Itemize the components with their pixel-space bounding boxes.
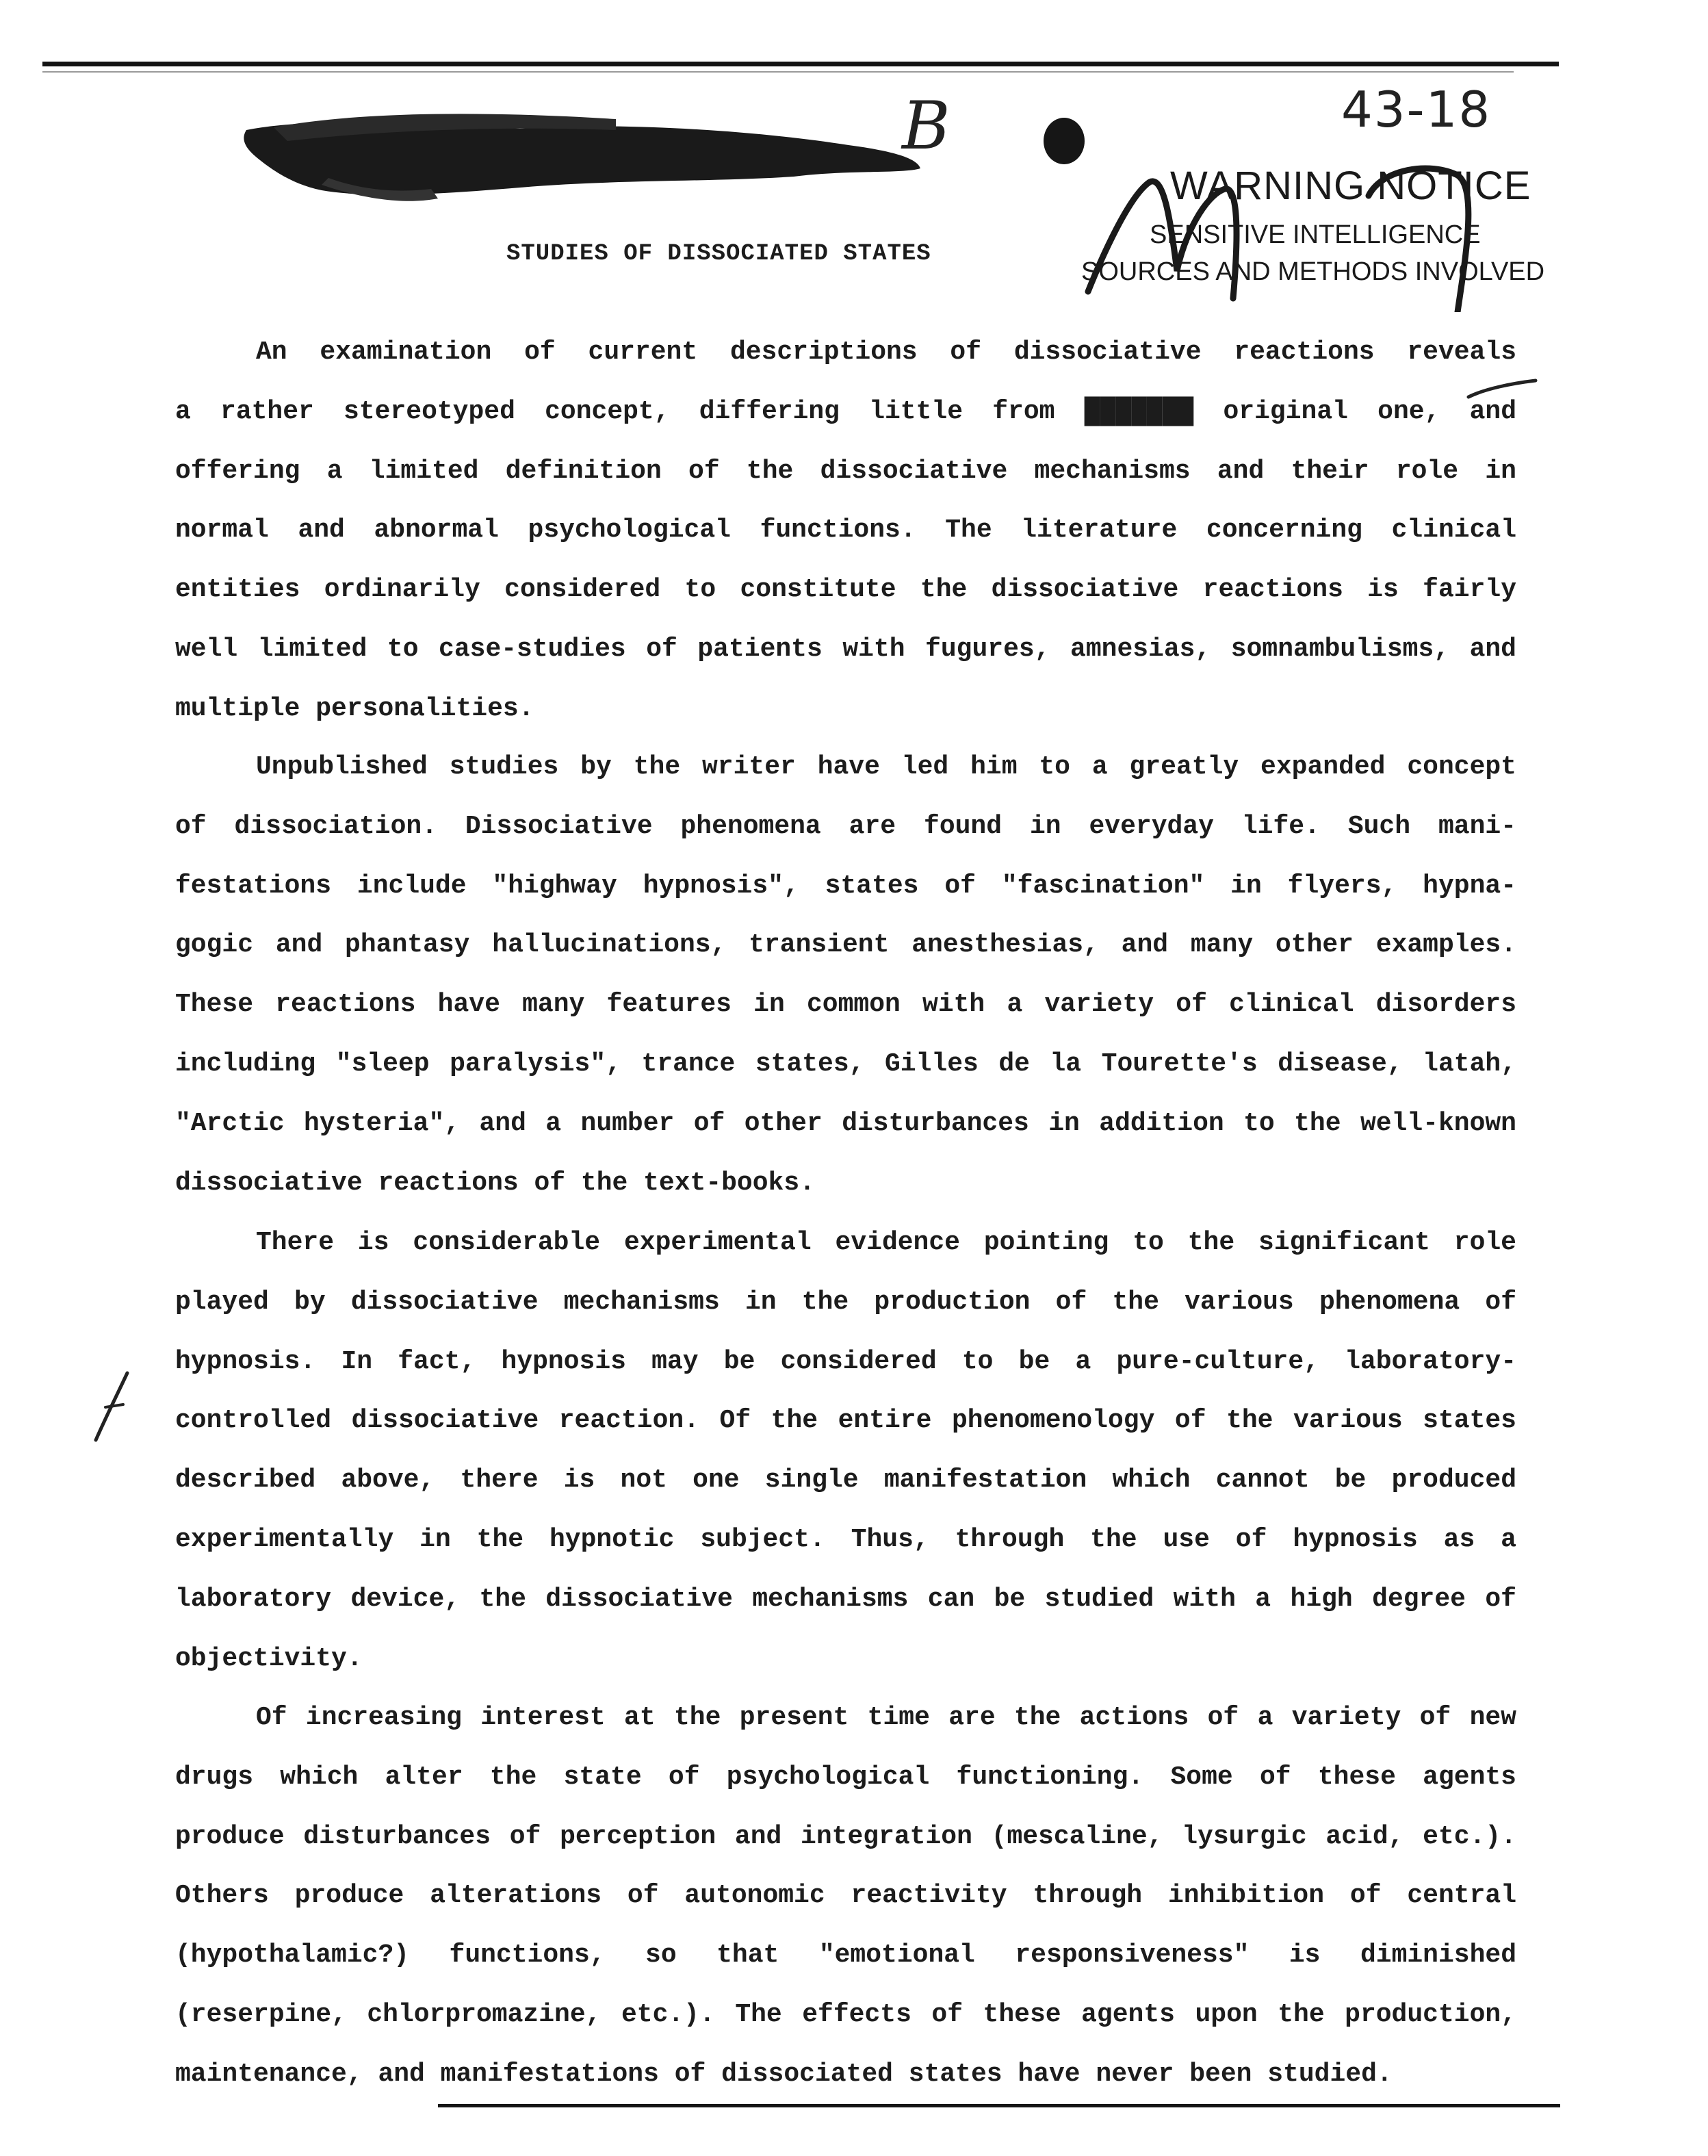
- paragraph-3: [175, 1214, 1516, 1689]
- handwritten-letter: B: [902, 88, 950, 164]
- top-rule: [42, 62, 1559, 66]
- paragraph-line: multiple personalities.: [175, 693, 534, 723]
- paragraph-line: Unpublished studies by the writer have led him to a greatly expanded concept: [256, 752, 1516, 782]
- paragraph-line: Others produce alterations of autonomic reactivity through inhibition of central: [175, 1881, 1516, 1911]
- handwritten-initials-mark: [1074, 155, 1553, 312]
- paragraph-line: normal and abnormal psychological functions. The literature concerning clinical: [175, 515, 1516, 546]
- paragraph-line: objectivity.: [175, 1643, 363, 1673]
- margin-slash-mark: [89, 1369, 137, 1444]
- handwritten-document-number: 43-18: [1341, 81, 1492, 138]
- paragraph-line: (reserpine, chlorpromazine, etc.). The effects of these agents upon the production,: [175, 1999, 1516, 2029]
- paragraph-line: festations include "highway hypnosis", states of "fascination" in flyers, hypna-: [175, 871, 1516, 901]
- paragraph-line: described above, there is not one single manifestation which cannot be produced: [175, 1465, 1516, 1496]
- paragraph-line: "Arctic hysteria", and a number of other disturbances in addition to the well-known: [175, 1108, 1516, 1138]
- document-title: STUDIES OF DISSOCIATED STATES: [506, 241, 931, 267]
- paragraph-line: played by dissociative mechanisms in the production of the various phenomena of: [175, 1287, 1516, 1317]
- paragraph-4: [175, 1689, 1516, 2105]
- paragraph-line: gogic and phantasy hallucinations, transient anesthesias, and many other examples.: [175, 930, 1516, 960]
- paragraph-line: well limited to case-studies of patients with fugures, amnesias, somnambulisms, and: [175, 634, 1516, 664]
- paragraph-line: dissociative reactions of the text-books.: [175, 1168, 815, 1198]
- paragraph-2: [175, 738, 1516, 1213]
- paragraph-line: laboratory device, the dissociative mechanisms can be studied with a high degree of: [175, 1584, 1516, 1614]
- paragraph-line: of dissociation. Dissociative phenomena are found in everyday life. Such mani-: [175, 811, 1516, 841]
- top-rule-faint: [42, 71, 1514, 73]
- paragraph-line: hypnosis. In fact, hypnosis may be considered to be a pure-culture, laboratory-: [175, 1346, 1516, 1376]
- warning-stamp-title: WARNING NOTICE: [1170, 164, 1531, 208]
- paragraph-line: experimentally in the hypnotic subject. Thus, through the use of hypnosis as a: [175, 1524, 1516, 1554]
- paragraph-line: There is considerable experimental evidence pointing to the significant role: [256, 1228, 1516, 1257]
- redaction-block-header: [233, 103, 924, 205]
- warning-stamp-line-sensitive: SENSITIVE INTELLIGENCE: [1150, 220, 1481, 249]
- paragraph-line: An examination of current descriptions of dissociative reactions reveals: [256, 337, 1516, 367]
- paragraph-1: [175, 323, 1516, 739]
- paragraph-line: (hypothalamic?) functions, so that "emotional responsiveness" is diminished: [175, 1940, 1516, 1971]
- paragraph-line: including "sleep paralysis", trance states, Gilles de la Tourette's disease, latah,: [175, 1049, 1516, 1079]
- paragraph-line: offering a limited definition of the dissociative mechanisms and their role in: [175, 456, 1516, 486]
- warning-notice-stamp: [1074, 155, 1553, 312]
- paragraph-line: controlled dissociative reaction. Of the entire phenomenology of the various states: [175, 1406, 1516, 1436]
- warning-stamp-line-sources: SOURCES AND METHODS INVOLVED: [1081, 257, 1545, 286]
- paragraph-line: produce disturbances of perception and integration (mescaline, lysurgic acid, etc.).: [175, 1821, 1516, 1851]
- paragraph-line: maintenance, and manifestations of dissociated states have never been studied.: [175, 2059, 1393, 2089]
- paragraph-line: Of increasing interest at the present time are the actions of a variety of new: [256, 1703, 1516, 1732]
- paragraph-line: entities ordinarily considered to constitute the dissociative reactions is fairly: [175, 575, 1516, 605]
- paragraph-line: drugs which alter the state of psychological functioning. Some of these agents: [175, 1762, 1516, 1792]
- paragraph-line: a rather stereotyped concept, differing little from ███████ original one, and: [175, 396, 1516, 426]
- bottom-rule: [438, 2104, 1560, 2107]
- paragraph-line: These reactions have many features in common with a variety of clinical disorders: [175, 990, 1516, 1020]
